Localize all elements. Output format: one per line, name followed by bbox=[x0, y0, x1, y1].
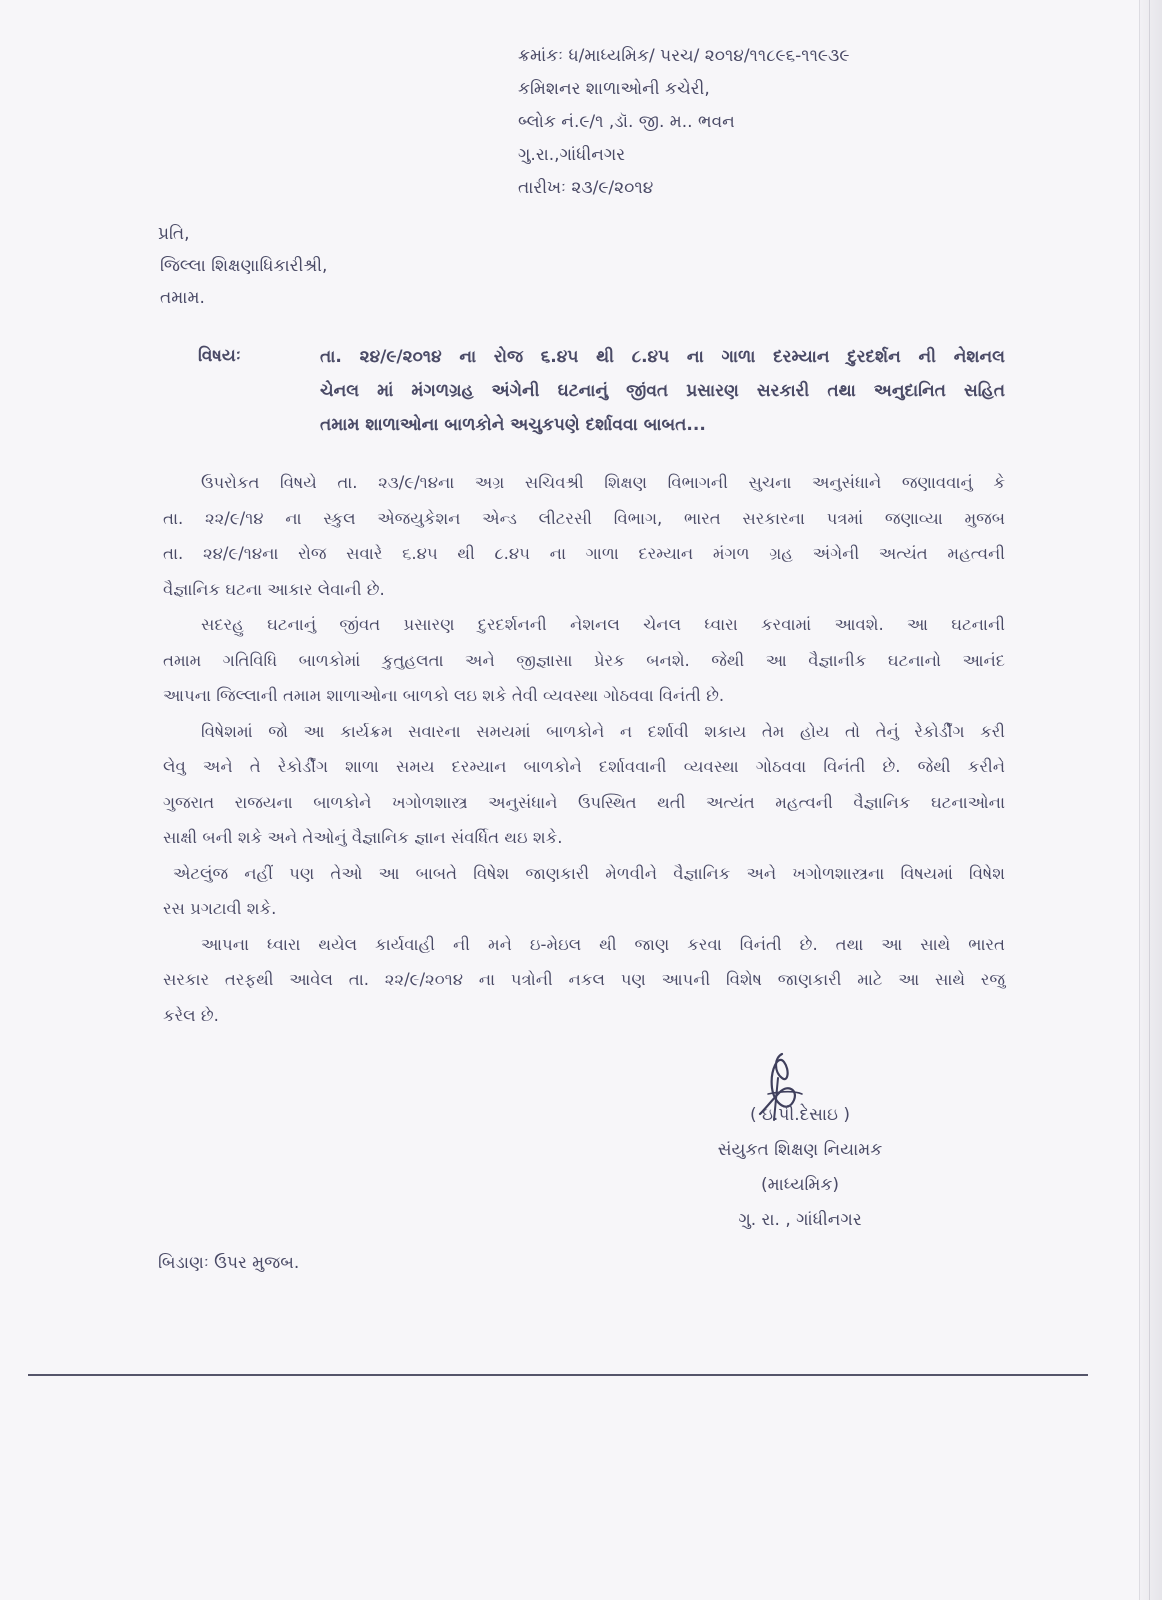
body-line: તા. ૨૨/૯/૧૪ ના સ્કુલ એજયુકેશન એન્ડ લીટરસી વિભાગ, ભારત સરકારના પત્રમાં જણાવ્યા મુજબ bbox=[163, 508, 1005, 528]
signatory-block bbox=[700, 1098, 900, 1238]
reference-number: ક્રમાંકઃ ધ/માધ્યમિક/ પરચ/ ૨૦૧૪/૧૧૮૯૬-૧૧૯૩૯ bbox=[518, 46, 850, 66]
body-line: આપના ધ્વારા થયેલ કાર્યવાહી ની મને ઇ-મેઇલ થી જાણ કરવા વિનંતી છે. તથા આ સાથે ભારત bbox=[201, 934, 1005, 954]
body-line: લેવુ અને તે રેકોર્ડીંગ શાળા સમય દરમ્યાન બાળકોને દર્શાવવાની વ્યવસ્થા ગોઠવવા વિનંતી છે. જેથી કરીને bbox=[163, 757, 1005, 776]
subject-line: ચેનલ માં મંગળગ્રહ અંગેની ઘટનાનું જીંવત પ્રસારણ સરકારી તથા અનુદાનિત સહિત bbox=[320, 381, 1005, 401]
subject-text bbox=[320, 340, 1005, 442]
body-line: આપના જિલ્લાની તમામ શાળાઓના બાળકો લઇ શકે તેવી વ્યવસ્થા ગોઠવવા વિનંતી છે. bbox=[163, 686, 725, 705]
body-line: તા. ૨૪/૯/૧૪ના રોજ સવારે ૬.૪૫ થી ૮.૪૫ ના ગાળા દરમ્યાન મંગળ ગ્રહ અંગેની અત્યંત મહત્વની bbox=[163, 544, 1005, 563]
subject-line: તમામ શાળાઓના બાળકોને અચુકપણે દર્શાવવા બાબત... bbox=[320, 415, 706, 435]
body-line: કરેલ છે. bbox=[163, 1005, 219, 1025]
bottom-rule bbox=[28, 1374, 1088, 1376]
signatory-department: (માધ્યમિક) bbox=[761, 1175, 839, 1195]
subject-line: તા. ૨૪/૯/૨૦૧૪ ના રોજ ૬.૪૫ થી ૮.૪૫ ના ગાળા દરમ્યાન દુરદર્શન ની નેશનલ bbox=[320, 347, 1005, 367]
body-line: વિષેશમાં જો આ કાર્યક્રમ સવારના સમયમાં બાળકોને ન દર્શાવી શકાય તેમ હોય તો તેનું રેકોર્ડીંગ કરી bbox=[201, 721, 1005, 741]
addressee-scope: તમામ. bbox=[160, 288, 205, 308]
body-line: સદરહુ ઘટનાનું જીંવત પ્રસારણ દુરદર્શનની નેશનલ ચેનલ ધ્વારા કરવામાં આવશે. આ ઘટનાની bbox=[201, 615, 1005, 634]
office-city: ગુ.રા.,ગાંધીનગર bbox=[518, 145, 626, 165]
addressee-salutation: પ્રતિ, bbox=[158, 224, 190, 244]
office-address: બ્લોક નં.૯/૧ ,ડૉ. જી. મ.. ભવન bbox=[518, 112, 735, 132]
signatory-location: ગુ. રા. , ગાંધીનગર bbox=[738, 1210, 862, 1230]
body-line: ગુજરાત રાજયના બાળકોને ખગોળશાસ્ત્ર અનુસંધાને ઉપસ્થિત થતી અત્યંત મહત્વની વૈજ્ઞાનિક ઘટનાઓના bbox=[163, 792, 1005, 812]
body-line: એટલુંજ નહીં પણ તેઓ આ બાબતે વિષેશ જાણકારી મેળવીને વૈજ્ઞાનિક અને ખગોળશાસ્ત્રના વિષયમાં વિષેશ bbox=[173, 863, 1005, 883]
addressee-designation: જિલ્લા શિક્ષણાધિકારીશ્રી, bbox=[160, 256, 328, 276]
body-line: સાક્ષી બની શકે અને તેઓનું વૈજ્ઞાનિક જ્ઞાન સંવર્ધિત થઇ શકે. bbox=[163, 828, 563, 847]
letter-body bbox=[163, 465, 1005, 1033]
page-edge-shadow bbox=[1139, 0, 1162, 1600]
letter-header bbox=[518, 40, 849, 205]
body-line: રસ પ્રગટાવી શકે. bbox=[163, 899, 277, 918]
subject-label: વિષયઃ bbox=[198, 346, 241, 366]
body-line: સરકાર તરફથી આવેલ તા. ૨૨/૯/૨૦૧૪ ના પત્રોની નકલ પણ આપની વિશેષ જાણકારી માટે આ સાથે રજુ bbox=[163, 970, 1005, 989]
body-line: ઉપરોકત વિષયે તા. ૨૩/૯/૧૪ના અગ્ર સચિવશ્રી શિક્ષણ વિભાગની સુચના અનુસંધાને જણાવવાનું કે bbox=[201, 473, 1005, 492]
letter-date: તારીખઃ ૨૩/૯/૨૦૧૪ bbox=[518, 178, 654, 198]
signatory-title: સંયુકત શિક્ષણ નિયામક bbox=[717, 1140, 883, 1160]
office-name: કમિશનર શાળાઓની કચેરી, bbox=[518, 79, 710, 99]
addressee-block bbox=[158, 218, 327, 314]
enclosure-note: બિડાણઃ ઉપર મુજબ. bbox=[158, 1253, 300, 1273]
body-line: તમામ ગતિવિધિ બાળકોમાં કુતુહલતા અને જીજ્ઞાસા પ્રેરક બનશે. જેથી આ વૈજ્ઞાનીક ઘટનાનો આનંદ bbox=[163, 650, 1005, 670]
page-edge-line bbox=[1149, 0, 1150, 1600]
signatory-name: ( ઇ.પી.દેસાઇ ) bbox=[749, 1105, 851, 1125]
body-line: વૈજ્ઞાનિક ઘટના આકાર લેવાની છે. bbox=[163, 579, 385, 599]
